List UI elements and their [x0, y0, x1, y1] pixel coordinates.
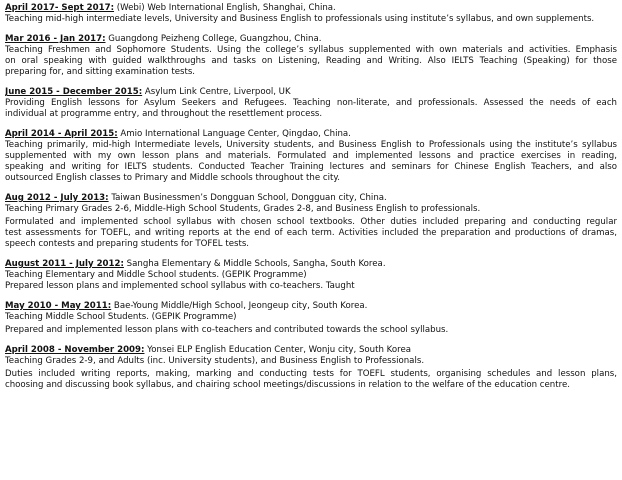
job-heading	[5, 87, 617, 98]
job-description-line: test assessments for TOEFL, and writing reports at the end of each term. Activities included the preparation and productions of dramas,	[5, 228, 617, 238]
job-date: Mar 2016 - Jan 2017:	[5, 34, 106, 44]
job-description-line: Teaching Freshmen and Sophomore Students. Using the college’s syllabus supplemented with own materials and activities. Emphasis	[5, 45, 617, 55]
job-organisation: Amio International Language Center, Qingdao, China.	[117, 129, 351, 139]
job-entry-dongguan	[5, 193, 617, 250]
job-description-line: Prepared lesson plans and implemented school syllabus with co-teachers. Taught	[5, 281, 355, 291]
job-entry-asylum-link	[5, 87, 617, 120]
job-heading	[5, 345, 617, 356]
job-description-line: Teaching Elementary and Middle School students. (GEPIK Programme)	[5, 270, 307, 280]
job-description-line: supplemented with my own lesson plans and materials. Formulated and implemented lessons and practice exercises in reading,	[5, 151, 617, 161]
job-heading	[5, 193, 617, 204]
job-entry-bae-young	[5, 301, 617, 336]
job-organisation: Taiwan Businessmen’s Dongguan School, Dongguan city, China.	[108, 193, 387, 203]
job-description-line: outsourced English classes to Primary and Middle schools throughout the city.	[5, 173, 340, 183]
job-entry-sangha	[5, 259, 617, 292]
job-entry-yonsei	[5, 345, 617, 391]
job-date: August 2011 - July 2012:	[5, 259, 124, 269]
job-organisation: Guangdong Peizheng College, Guangzhou, China.	[105, 34, 322, 44]
job-description-line: Providing English lessons for Asylum Seekers and Refugees. Teaching non-literate, and professionals. Assessed the needs of each	[5, 98, 617, 108]
job-heading	[5, 3, 617, 14]
job-date: June 2015 - December 2015:	[5, 87, 143, 97]
job-heading	[5, 34, 617, 45]
job-organisation: Yonsei ELP English Education Center, Wonju city, South Korea	[144, 345, 412, 355]
job-entry-amio	[5, 129, 617, 184]
job-organisation: (Webi) Web International English, Shanghai, China.	[114, 3, 336, 13]
job-organisation: Asylum Link Centre, Liverpool, UK	[142, 87, 291, 97]
job-date: May 2010 - May 2011:	[5, 301, 112, 311]
job-description-line: Teaching Middle School Students. (GEPIK Programme)	[5, 312, 237, 322]
job-description-line: choosing and discussing book syllabus, and chairing school meetings/discussions in relation to the welfare of the education centre.	[5, 380, 570, 390]
job-organisation: Bae-Young Middle/High School, Jeongeup city, South Korea.	[111, 301, 368, 311]
job-description-line: speech contests and preparing students for TOFEL tests.	[5, 239, 250, 249]
job-heading	[5, 259, 617, 270]
job-entry-webi	[5, 3, 617, 25]
job-description-line: Teaching primarily, mid-high Intermediate levels, University students, and Business English to Professionals using the institute’s syllabus	[5, 140, 617, 150]
job-entry-peizheng	[5, 34, 617, 78]
job-organisation: Sangha Elementary & Middle Schools, Sangha, South Korea.	[123, 259, 386, 269]
job-description-line: Teaching mid-high intermediate levels, University and Business English to professionals using institute’s syllabus, and own supplements.	[5, 14, 595, 24]
job-description-line: individual at programme entry, and throughout the resettlement process.	[5, 109, 323, 119]
job-description-line: Teaching Grades 2-9, and Adults (inc. University students), and Business English to Professionals.	[5, 356, 425, 366]
job-description-line: Prepared and implemented lesson plans with co-teachers and contributed towards the school syllabus.	[5, 325, 449, 335]
job-date: April 2017- Sept 2017:	[5, 3, 115, 13]
job-date: Aug 2012 - July 2013:	[5, 193, 109, 203]
job-date: April 2014 - April 2015:	[5, 129, 118, 139]
job-description-line: Formulated and implemented school syllabus with chosen school textbooks. Other duties included preparing and conducting regular	[5, 217, 617, 227]
job-heading	[5, 301, 617, 312]
job-date: April 2008 - November 2009:	[5, 345, 145, 355]
job-description-line: on oral speaking with guided walkthroughs and tasks on Listening, Reading and Writing. Also IELTS Teaching (Speaking) for those	[5, 56, 617, 66]
job-description-line: Teaching Primary Grades 2-6, Middle-High School Students, Grades 2-8, and Business English to professionals.	[5, 204, 481, 214]
job-heading	[5, 129, 617, 140]
job-description-line: preparing for, and sitting examination tests.	[5, 67, 196, 77]
job-description-line: speaking and writing for IELTS students. Conducted Teacher Training lectures and seminars for Chinese English Teachers, and also	[5, 162, 617, 172]
job-description-line: Duties included writing reports, making, marking and conducting tests for TOEFL students, organising schedules and lesson plans,	[5, 369, 617, 379]
resume-work-history	[5, 3, 617, 391]
